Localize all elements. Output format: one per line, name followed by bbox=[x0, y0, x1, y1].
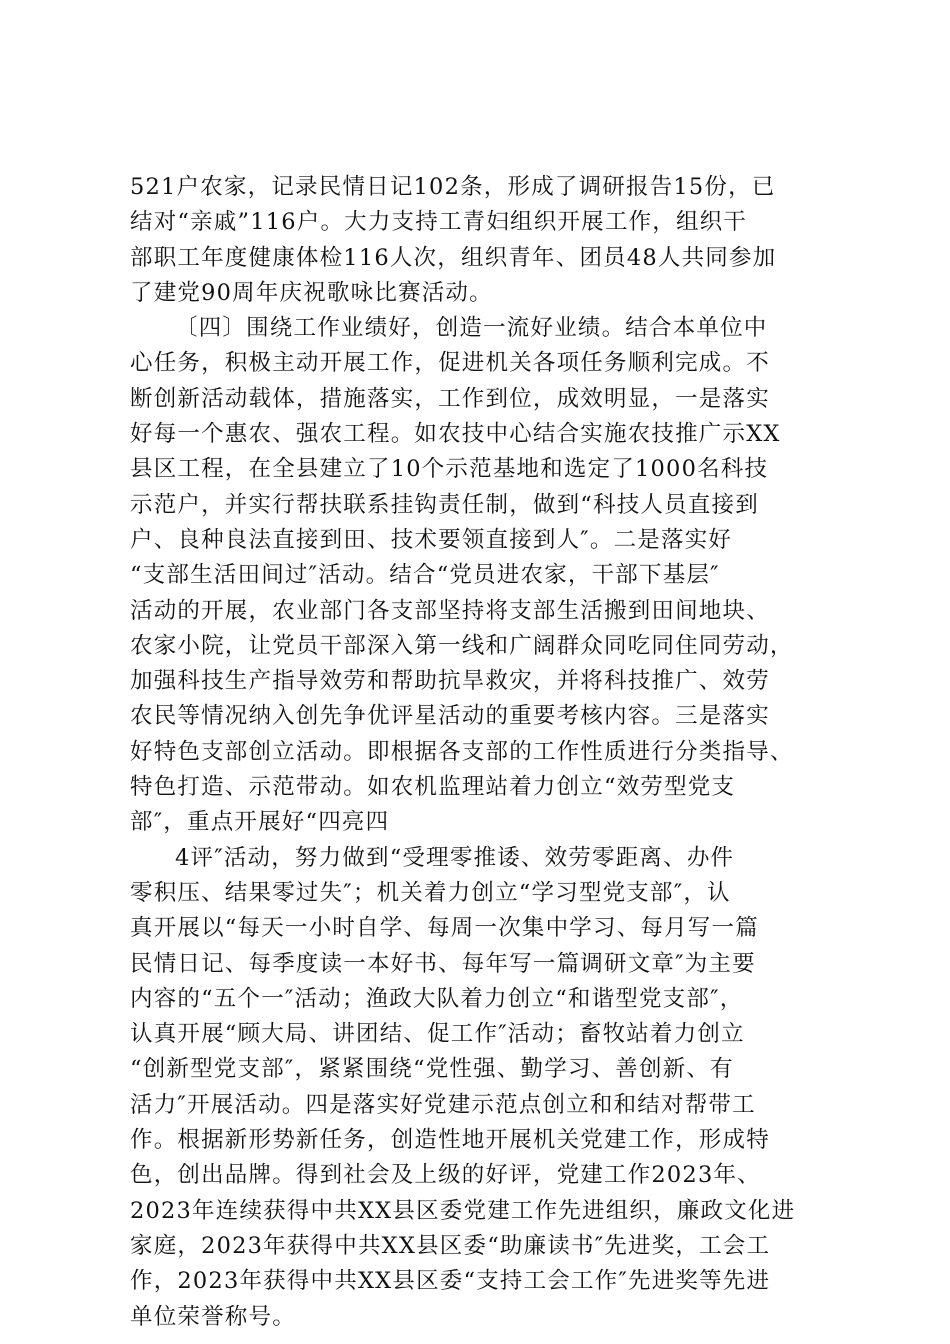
text-line: 活力″开展活动。四是落实好党建示范点创立和和结对帮带工 bbox=[130, 1091, 756, 1118]
text-line: 户、良种良法直接到田、技术要领直接到人″。二是落实好 bbox=[130, 526, 733, 553]
text-line: 活动的开展，农业部门各支部坚持将支部生活搬到田间地块、 bbox=[130, 597, 770, 624]
text-line: 4评″活动，努力做到“受理零推诿、效劳零距离、办件 bbox=[175, 844, 735, 871]
text-line: 好每一个惠农、强农工程。如农技中心结合实施农技推广示XX bbox=[130, 421, 781, 448]
text-line: 作，2023年获得中共XX县区委“支持工会工作″先进奖等先进 bbox=[130, 1268, 771, 1295]
body-text bbox=[130, 170, 830, 1335]
text-line: 〔四〕围绕工作业绩好，创造一流好业绩。结合本单位中 bbox=[175, 315, 768, 342]
text-line: “创新型党支部″，紧紧围绕“党性强、勤学习、善创新、有 bbox=[130, 1056, 734, 1083]
text-line: 作。根据新形势新任务，创造性地开展机关党建工作，形成特 bbox=[130, 1127, 770, 1154]
text-line: 认真开展“顾大局、讲团结、促工作″活动；畜牧站着力创立 bbox=[130, 1021, 745, 1048]
text-line: 农家小院，让党员干部深入第一线和广阔群众同吃同住同劳动， bbox=[130, 632, 794, 659]
text-line: 零积压、结果零过失″；机关着力创立“学习型党支部″，认 bbox=[130, 879, 731, 906]
text-line: “支部生活田间过″活动。结合“党员进农家，干部下基层″ bbox=[130, 562, 720, 589]
text-line: 内容的“五个一″活动；渔政大队着力创立“和谐型党支部″， bbox=[130, 985, 744, 1012]
text-line: 2023年连续获得中共XX县区委党建工作先进组织，廉政文化进 bbox=[130, 1197, 796, 1224]
text-line: 部职工年度健康体检116人次，组织青年、团员48人共同参加 bbox=[130, 244, 777, 271]
text-line: 部″，重点开展好“四亮四 bbox=[130, 809, 390, 836]
text-line: 加强科技生产指导效劳和帮助抗旱救灾，并将科技推广、效劳 bbox=[130, 668, 770, 695]
text-line: 单位荣誉称号。 bbox=[130, 1303, 296, 1330]
text-line: 真开展以“每天一小时自学、每周一次集中学习、每月写一篇 bbox=[130, 915, 759, 942]
text-line: 521户农家，记录民情日记102条，形成了调研报告15份，已 bbox=[130, 174, 776, 200]
text-line: 示范户，并实行帮扶联系挂钩责任制，做到“科技人员直接到 bbox=[130, 491, 759, 518]
text-line: 县区工程，在全县建立了10个示范基地和选定了1000名科技 bbox=[130, 456, 769, 483]
text-line: 心任务，积极主动开展工作，促进机关各项任务顺利完成。不 bbox=[130, 350, 770, 377]
text-line: 了建党90周年庆祝歌咏比赛活动。 bbox=[130, 279, 493, 306]
text-line: 特色打造、示范带动。如农机监理站着力创立“效劳型党支 bbox=[130, 774, 736, 801]
text-line: 家庭，2023年获得中共XX县区委“助廉读书″先进奖，工会工 bbox=[130, 1232, 771, 1259]
text-line: 农民等情况纳入创先争优评星活动的重要考核内容。三是落实 bbox=[130, 703, 770, 730]
text-line: 结对“亲戚”116户。大力支持工青妇组织开展工作，组织干 bbox=[130, 209, 748, 236]
text-line: 断创新活动载体，措施落实，工作到位，成效明显，一是落实 bbox=[130, 385, 770, 412]
text-line: 民情日记、每季度读一本好书、每年写一篇调研文章″为主要 bbox=[130, 950, 756, 977]
text-line: 好特色支部创立活动。即根据各支部的工作性质进行分类指导、 bbox=[130, 738, 794, 765]
text-line: 色，创出品牌。得到社会及上级的好评，党建工作2023年、 bbox=[130, 1162, 761, 1189]
